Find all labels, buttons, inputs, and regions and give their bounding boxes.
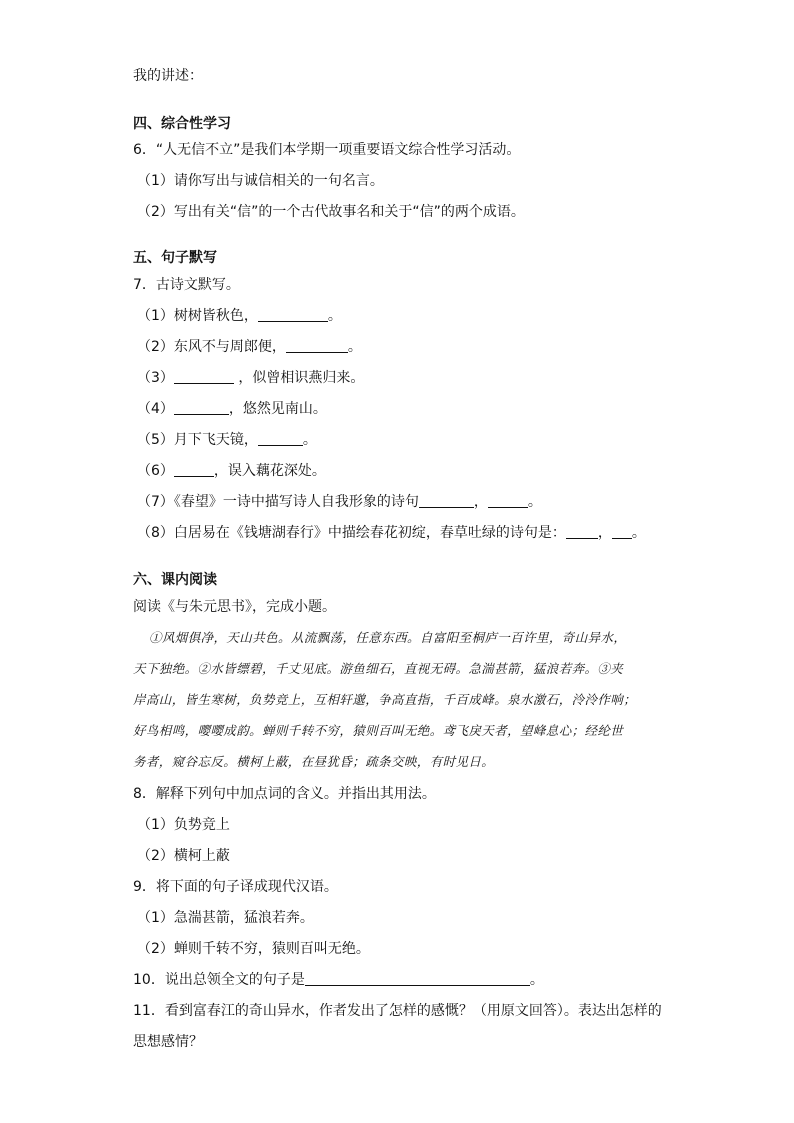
answer-blank[interactable] [566, 524, 598, 539]
question-7-1: （1）树树皆秋色， 。 [137, 308, 342, 324]
section-4-title: 四、综合性学习 [133, 116, 231, 132]
passage-line: 务者，窥谷忘反。横柯上蔽，在昼犹昏；疏条交映，有时见日。 [133, 754, 495, 769]
answer-blank[interactable] [174, 369, 234, 384]
passage-line: ①风烟俱净，天山共色。从流飘荡，任意东西。自富阳至桐庐一百许里，奇山异水， [149, 630, 627, 645]
answer-blank[interactable] [258, 307, 328, 322]
passage-line: 岸高山，皆生寒树，负势竞上，互相轩邈，争高直指，千百成峰。泉水激石，泠泠作响； [133, 692, 637, 707]
answer-blank[interactable] [258, 431, 303, 446]
answer-blank[interactable] [488, 493, 528, 508]
question-7-3: （3） ，似曾相识燕归来。 [137, 370, 365, 386]
question-8-2: （2）横柯上蔽 [137, 848, 230, 864]
answer-blank[interactable] [174, 462, 214, 477]
answer-blank[interactable] [305, 971, 530, 986]
question-9-1: （1）急湍甚箭，猛浪若奔。 [137, 910, 314, 926]
question-8-1: （1）负势竞上 [137, 817, 230, 833]
answer-blank[interactable] [419, 493, 474, 508]
reading-intro: 阅读《与朱元思书》，完成小题。 [133, 599, 336, 615]
question-11-line-2: 思想感情？ [133, 1034, 203, 1050]
question-10: 10．说出总领全文的句子是 。 [133, 972, 544, 988]
question-9: 9．将下面的句子译成现代汉语。 [133, 879, 338, 895]
answer-blank[interactable] [612, 524, 632, 539]
passage-line: 天下独绝。②水皆缥碧，千丈见底。游鱼细石，直视无碍。急湍甚箭，猛浪若奔。③夹 [133, 661, 624, 676]
section-6-title: 六、课内阅读 [133, 572, 217, 588]
question-7-2: （2）东风不与周郎便， 。 [137, 339, 362, 355]
question-7-7: （7）《春望》一诗中描写诗人自我形象的诗句 ， 。 [137, 494, 542, 510]
section-5-title: 五、句子默写 [133, 250, 217, 266]
question-11-line-1: 11．看到富春江的奇山异水，作者发出了怎样的感慨？（用原文回答）。表达出怎样的 [133, 1003, 662, 1019]
question-7: 7．古诗文默写。 [133, 277, 240, 293]
question-6-2: （2）写出有关“信”的一个古代故事名和关于“信”的两个成语。 [137, 204, 525, 220]
question-7-4: （4） ，悠然见南山。 [137, 401, 327, 417]
answer-blank[interactable] [174, 400, 229, 415]
passage-line: 好鸟相鸣，嘤嘤成韵。蝉则千转不穷，猿则百叫无绝。鸢飞戾天者，望峰息心；经纶世 [133, 723, 624, 738]
question-6: 6．“人无信不立”是我们本学期一项重要语文综合性学习活动。 [133, 142, 521, 158]
question-9-2: （2）蝉则千转不穷，猿则百叫无绝。 [137, 941, 370, 957]
answer-blank[interactable] [286, 338, 348, 353]
question-7-5: （5）月下飞天镜， 。 [137, 432, 317, 448]
question-7-6: （6） ，误入藕花深处。 [137, 463, 326, 479]
question-6-1: （1）请你写出与诚信相关的一句名言。 [137, 173, 384, 189]
question-8: 8．解释下列句中加点词的含义。并指出其用法。 [133, 786, 436, 802]
question-7-8: （8）白居易在《钱塘湖春行》中描绘春花初绽，春草吐绿的诗句是： ， 。 [137, 525, 646, 541]
narration-label: 我的讲述： [133, 68, 203, 84]
